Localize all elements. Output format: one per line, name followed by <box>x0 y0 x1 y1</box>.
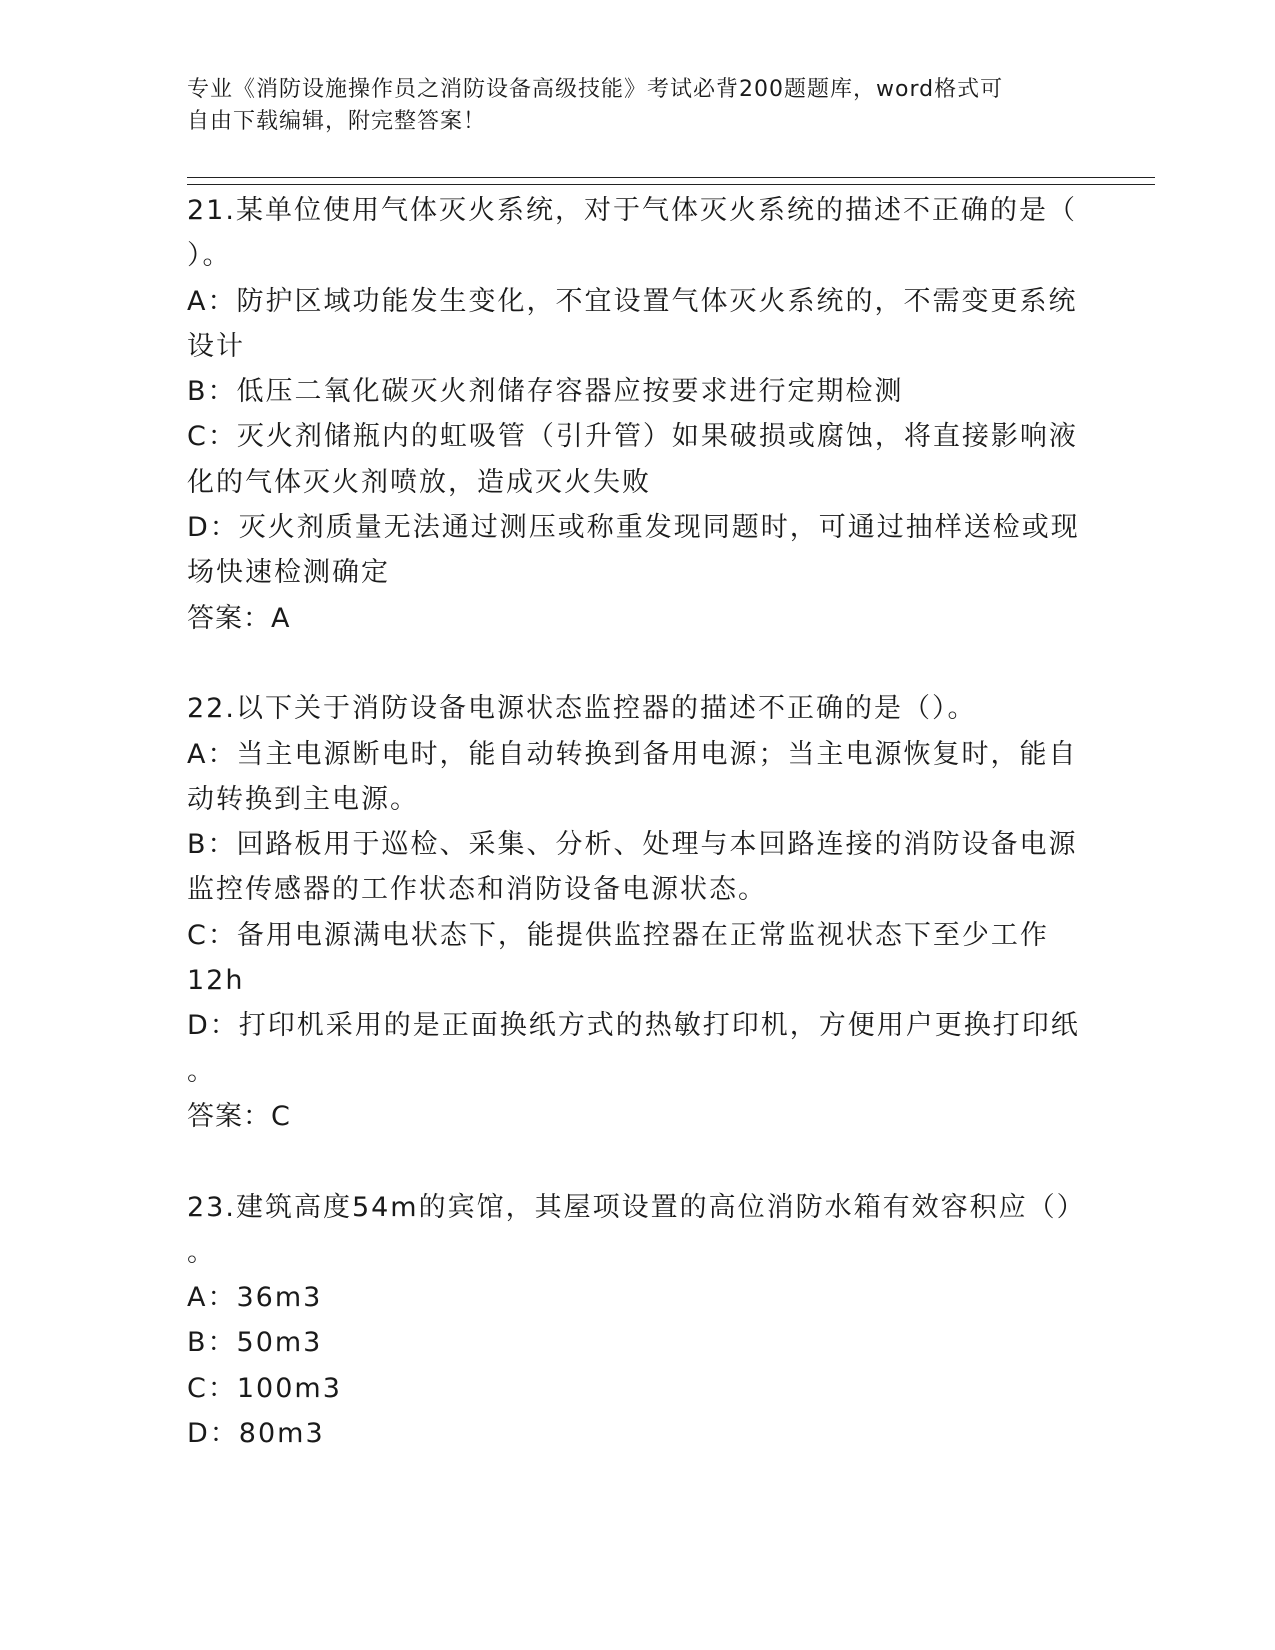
option-c-line: C：灭火剂储瓶内的虹吸管（引升管）如果破损或腐蚀，将直接影响液 <box>187 421 1078 453</box>
answer-line: 答案：A <box>187 602 291 634</box>
question-list <box>187 188 1087 1456</box>
header-rule-top <box>187 177 1155 178</box>
header-rule-bottom <box>187 184 1155 185</box>
question-gap <box>187 641 1087 686</box>
option-d-line: D：灭火剂质量无法通过测压或称重发现同题时，可通过抽样送检或现 <box>187 512 1080 544</box>
question-stem-line: 21.某单位使用气体灭火系统，对于气体灭火系统的描述不正确的是（ <box>187 195 1077 226</box>
option-a-line: 动转换到主电源。 <box>187 783 419 815</box>
option-c-line: 12h <box>187 965 245 997</box>
option-d-line: 。 <box>187 1055 216 1087</box>
option-a-line: A：当主电源断电时，能自动转换到备用电源；当主电源恢复时，能自 <box>187 738 1078 770</box>
question-21 <box>187 188 1087 641</box>
question-22 <box>187 686 1087 1139</box>
document-header <box>187 74 1067 138</box>
header-line-1: 专业《消防设施操作员之消防设备高级技能》考试必背200题题库，word格式可 <box>187 77 1004 102</box>
option-c-line: C：备用电源满电状态下，能提供监控器在正常监视状态下至少工作 <box>187 919 1049 951</box>
option-b-line: B：低压二氧化碳灭火剂储存容器应按要求进行定期检测 <box>187 376 904 408</box>
option-a-line: 设计 <box>187 330 245 362</box>
question-stem-line: 22.以下关于消防设备电源状态监控器的描述不正确的是（）。 <box>187 693 977 725</box>
option-d-line: 场快速检测确定 <box>187 557 390 589</box>
question-stem-line: 。 <box>187 1236 216 1268</box>
option-d-line: D：打印机采用的是正面换纸方式的热敏打印机，方便用户更换打印纸 <box>187 1010 1080 1042</box>
option-c-line: C：100m3 <box>187 1372 342 1404</box>
option-b-line: B：回路板用于巡检、采集、分析、处理与本回路连接的消防设备电源 <box>187 829 1078 861</box>
question-gap <box>187 1139 1087 1184</box>
option-d-line: D：80m3 <box>187 1418 325 1450</box>
question-stem-line: 23.建筑高度54m的宾馆，其屋项设置的高位消防水箱有效容积应（） <box>187 1191 1086 1223</box>
answer-line: 答案：C <box>187 1100 291 1132</box>
option-a-line: A：防护区域功能发生变化，不宜设置气体灭火系统的，不需变更系统 <box>187 285 1078 317</box>
option-c-line: 化的气体灭火剂喷放，造成灭火失败 <box>187 466 651 498</box>
question-stem-line: ）。 <box>187 240 232 272</box>
option-b-line: 监控传感器的工作状态和消防设备电源状态。 <box>187 874 767 906</box>
header-line-2: 自由下载编辑，附完整答案！ <box>187 109 487 134</box>
option-b-line: B：50m3 <box>187 1327 323 1359</box>
question-23 <box>187 1185 1087 1457</box>
option-a-line: A：36m3 <box>187 1282 323 1314</box>
